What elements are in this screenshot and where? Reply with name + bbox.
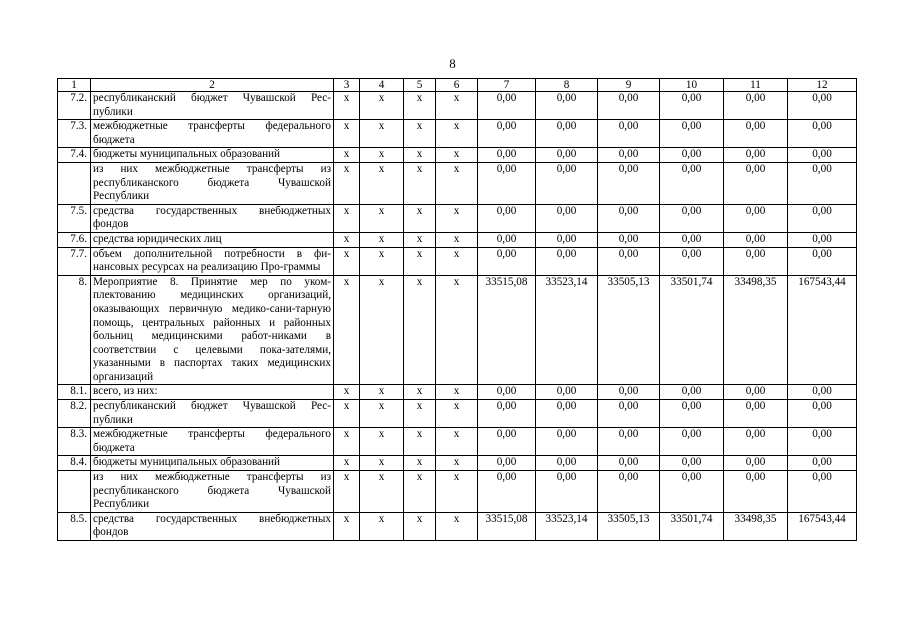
cell-col5: x: [404, 385, 436, 400]
cell-col9: 33505,13: [598, 512, 660, 540]
cell-col11: 0,00: [724, 385, 788, 400]
cell-col3: x: [334, 162, 360, 204]
table-row: [58, 385, 857, 400]
row-number: 7.2.: [58, 92, 91, 120]
cell-col3: x: [334, 120, 360, 148]
cell-col10: 0,00: [660, 162, 724, 204]
cell-col8: 0,00: [536, 232, 598, 247]
column-header: 7: [478, 79, 536, 92]
cell-col4: x: [360, 512, 404, 540]
cell-col6: x: [436, 471, 478, 513]
column-header: 10: [660, 79, 724, 92]
cell-col3: x: [334, 385, 360, 400]
cell-col9: 0,00: [598, 247, 660, 275]
cell-col7: 0,00: [478, 428, 536, 456]
row-description: средства юридических лиц: [91, 232, 334, 247]
cell-col12: 0,00: [788, 148, 857, 163]
cell-col4: x: [360, 456, 404, 471]
cell-col6: x: [436, 428, 478, 456]
cell-col6: x: [436, 232, 478, 247]
cell-col5: x: [404, 456, 436, 471]
cell-col10: 0,00: [660, 471, 724, 513]
cell-col11: 33498,35: [724, 275, 788, 385]
cell-col7: 33515,08: [478, 512, 536, 540]
row-description: всего, из них:: [91, 385, 334, 400]
cell-col6: x: [436, 247, 478, 275]
table-body: [58, 79, 857, 541]
row-number: 7.4.: [58, 148, 91, 163]
cell-col4: x: [360, 471, 404, 513]
cell-col9: 0,00: [598, 400, 660, 428]
cell-col6: x: [436, 385, 478, 400]
cell-col3: x: [334, 456, 360, 471]
cell-col4: x: [360, 232, 404, 247]
cell-col12: 167543,44: [788, 275, 857, 385]
row-number: 8.4.: [58, 456, 91, 471]
page-number: 8: [449, 56, 456, 71]
cell-col9: 0,00: [598, 120, 660, 148]
cell-col10: 0,00: [660, 247, 724, 275]
cell-col11: 0,00: [724, 400, 788, 428]
cell-col3: x: [334, 400, 360, 428]
table-row: [58, 512, 857, 540]
cell-col8: 0,00: [536, 400, 598, 428]
cell-col5: x: [404, 512, 436, 540]
cell-col10: 33501,74: [660, 512, 724, 540]
cell-col4: x: [360, 148, 404, 163]
column-header: 4: [360, 79, 404, 92]
row-description: бюджеты муниципальных образований: [91, 456, 334, 471]
column-header: 12: [788, 79, 857, 92]
cell-col4: x: [360, 120, 404, 148]
cell-col9: 0,00: [598, 428, 660, 456]
cell-col3: x: [334, 247, 360, 275]
cell-col10: 0,00: [660, 120, 724, 148]
cell-col12: 0,00: [788, 120, 857, 148]
cell-col7: 0,00: [478, 400, 536, 428]
cell-col3: x: [334, 428, 360, 456]
cell-col9: 0,00: [598, 232, 660, 247]
cell-col11: 33498,35: [724, 512, 788, 540]
cell-col10: 33501,74: [660, 275, 724, 385]
row-number: 8.3.: [58, 428, 91, 456]
cell-col11: 0,00: [724, 148, 788, 163]
table-row: [58, 471, 857, 513]
cell-col11: 0,00: [724, 120, 788, 148]
table-row: [58, 275, 857, 385]
cell-col5: x: [404, 400, 436, 428]
cell-col7: 0,00: [478, 162, 536, 204]
cell-col11: 0,00: [724, 471, 788, 513]
cell-col7: 0,00: [478, 232, 536, 247]
cell-col8: 0,00: [536, 456, 598, 471]
row-description: средства государственных внебюджетных фондов: [91, 512, 334, 540]
cell-col7: 0,00: [478, 385, 536, 400]
table-row: [58, 148, 857, 163]
cell-col10: 0,00: [660, 92, 724, 120]
table-row: [58, 92, 857, 120]
cell-col12: 0,00: [788, 385, 857, 400]
row-number: 8.1.: [58, 385, 91, 400]
cell-col5: x: [404, 247, 436, 275]
cell-col9: 0,00: [598, 92, 660, 120]
cell-col12: 0,00: [788, 471, 857, 513]
cell-col9: 0,00: [598, 385, 660, 400]
row-description: Мероприятие 8. Принятие мер по уком-плектованию медицинских организаций, оказывающих первичную медико-сани-тарную помощь, центральных районных и районных больниц медицинскими работ-никами в соответствии с целевыми пока-зателями, указанными в паспортах таких медицинских организаций: [91, 275, 334, 385]
row-number: 7.6.: [58, 232, 91, 247]
cell-col4: x: [360, 92, 404, 120]
cell-col5: x: [404, 232, 436, 247]
cell-col12: 0,00: [788, 162, 857, 204]
row-number: [58, 471, 91, 513]
row-number: 7.5.: [58, 204, 91, 232]
row-number: [58, 162, 91, 204]
cell-col11: 0,00: [724, 162, 788, 204]
cell-col10: 0,00: [660, 148, 724, 163]
cell-col3: x: [334, 275, 360, 385]
cell-col12: 0,00: [788, 232, 857, 247]
cell-col7: 0,00: [478, 471, 536, 513]
cell-col5: x: [404, 92, 436, 120]
table-row: [58, 162, 857, 204]
cell-col8: 0,00: [536, 92, 598, 120]
cell-col9: 0,00: [598, 456, 660, 471]
cell-col8: 0,00: [536, 204, 598, 232]
cell-col3: x: [334, 204, 360, 232]
table-row: [58, 204, 857, 232]
cell-col9: 0,00: [598, 204, 660, 232]
cell-col12: 0,00: [788, 204, 857, 232]
cell-col8: 33523,14: [536, 512, 598, 540]
cell-col5: x: [404, 204, 436, 232]
cell-col6: x: [436, 275, 478, 385]
cell-col3: x: [334, 471, 360, 513]
cell-col8: 0,00: [536, 162, 598, 204]
cell-col7: 0,00: [478, 204, 536, 232]
cell-col4: x: [360, 400, 404, 428]
cell-col9: 0,00: [598, 162, 660, 204]
cell-col12: 0,00: [788, 456, 857, 471]
row-description: республиканский бюджет Чувашской Рес-публики: [91, 92, 334, 120]
cell-col6: x: [436, 400, 478, 428]
cell-col3: x: [334, 512, 360, 540]
cell-col8: 0,00: [536, 247, 598, 275]
cell-col6: x: [436, 162, 478, 204]
cell-col3: x: [334, 148, 360, 163]
table-row: [58, 456, 857, 471]
cell-col5: x: [404, 471, 436, 513]
cell-col10: 0,00: [660, 456, 724, 471]
cell-col8: 0,00: [536, 148, 598, 163]
cell-col10: 0,00: [660, 204, 724, 232]
cell-col5: x: [404, 428, 436, 456]
cell-col6: x: [436, 512, 478, 540]
row-description: межбюджетные трансферты федерального бюджета: [91, 120, 334, 148]
cell-col11: 0,00: [724, 204, 788, 232]
cell-col4: x: [360, 385, 404, 400]
column-header: 1: [58, 79, 91, 92]
cell-col12: 0,00: [788, 247, 857, 275]
header-row: [58, 79, 857, 92]
cell-col6: x: [436, 204, 478, 232]
cell-col7: 0,00: [478, 247, 536, 275]
cell-col4: x: [360, 275, 404, 385]
cell-col9: 0,00: [598, 471, 660, 513]
row-number: 8.: [58, 275, 91, 385]
cell-col8: 33523,14: [536, 275, 598, 385]
row-description: из них межбюджетные трансферты из республиканского бюджета Чувашской Республики: [91, 471, 334, 513]
cell-col7: 0,00: [478, 92, 536, 120]
table-row: [58, 120, 857, 148]
cell-col5: x: [404, 162, 436, 204]
row-description: из них межбюджетные трансферты из республиканского бюджета Чувашской Республики: [91, 162, 334, 204]
cell-col7: 33515,08: [478, 275, 536, 385]
column-header: 6: [436, 79, 478, 92]
column-header: 5: [404, 79, 436, 92]
cell-col3: x: [334, 232, 360, 247]
cell-col12: 0,00: [788, 400, 857, 428]
column-header: 11: [724, 79, 788, 92]
row-description: бюджеты муниципальных образований: [91, 148, 334, 163]
cell-col11: 0,00: [724, 92, 788, 120]
cell-col4: x: [360, 204, 404, 232]
row-number: 8.2.: [58, 400, 91, 428]
column-header: 8: [536, 79, 598, 92]
cell-col11: 0,00: [724, 456, 788, 471]
cell-col8: 0,00: [536, 471, 598, 513]
cell-col3: x: [334, 92, 360, 120]
cell-col11: 0,00: [724, 428, 788, 456]
cell-col8: 0,00: [536, 120, 598, 148]
cell-col4: x: [360, 162, 404, 204]
table-row: [58, 428, 857, 456]
cell-col7: 0,00: [478, 456, 536, 471]
cell-col8: 0,00: [536, 428, 598, 456]
row-description: средства государственных внебюджетных фондов: [91, 204, 334, 232]
cell-col10: 0,00: [660, 428, 724, 456]
cell-col7: 0,00: [478, 120, 536, 148]
cell-col5: x: [404, 275, 436, 385]
cell-col6: x: [436, 120, 478, 148]
row-number: 7.7.: [58, 247, 91, 275]
cell-col12: 0,00: [788, 428, 857, 456]
cell-col12: 167543,44: [788, 512, 857, 540]
row-description: республиканский бюджет Чувашской Рес-публики: [91, 400, 334, 428]
table-row: [58, 232, 857, 247]
cell-col7: 0,00: [478, 148, 536, 163]
cell-col8: 0,00: [536, 385, 598, 400]
column-header: 9: [598, 79, 660, 92]
cell-col10: 0,00: [660, 400, 724, 428]
row-number: 7.3.: [58, 120, 91, 148]
row-number: 8.5.: [58, 512, 91, 540]
cell-col9: 0,00: [598, 148, 660, 163]
cell-col10: 0,00: [660, 232, 724, 247]
cell-col4: x: [360, 428, 404, 456]
cell-col6: x: [436, 92, 478, 120]
table-row: [58, 400, 857, 428]
column-header: 3: [334, 79, 360, 92]
cell-col9: 33505,13: [598, 275, 660, 385]
row-description: объем дополнительной потребности в фи-нансовых ресурсах на реализацию Про-граммы: [91, 247, 334, 275]
table-row: [58, 247, 857, 275]
cell-col12: 0,00: [788, 92, 857, 120]
column-header: 2: [91, 79, 334, 92]
cell-col6: x: [436, 148, 478, 163]
row-description: межбюджетные трансферты федерального бюджета: [91, 428, 334, 456]
cell-col11: 0,00: [724, 247, 788, 275]
cell-col5: x: [404, 120, 436, 148]
cell-col5: x: [404, 148, 436, 163]
cell-col4: x: [360, 247, 404, 275]
financing-table: [57, 78, 857, 541]
cell-col6: x: [436, 456, 478, 471]
cell-col11: 0,00: [724, 232, 788, 247]
cell-col10: 0,00: [660, 385, 724, 400]
